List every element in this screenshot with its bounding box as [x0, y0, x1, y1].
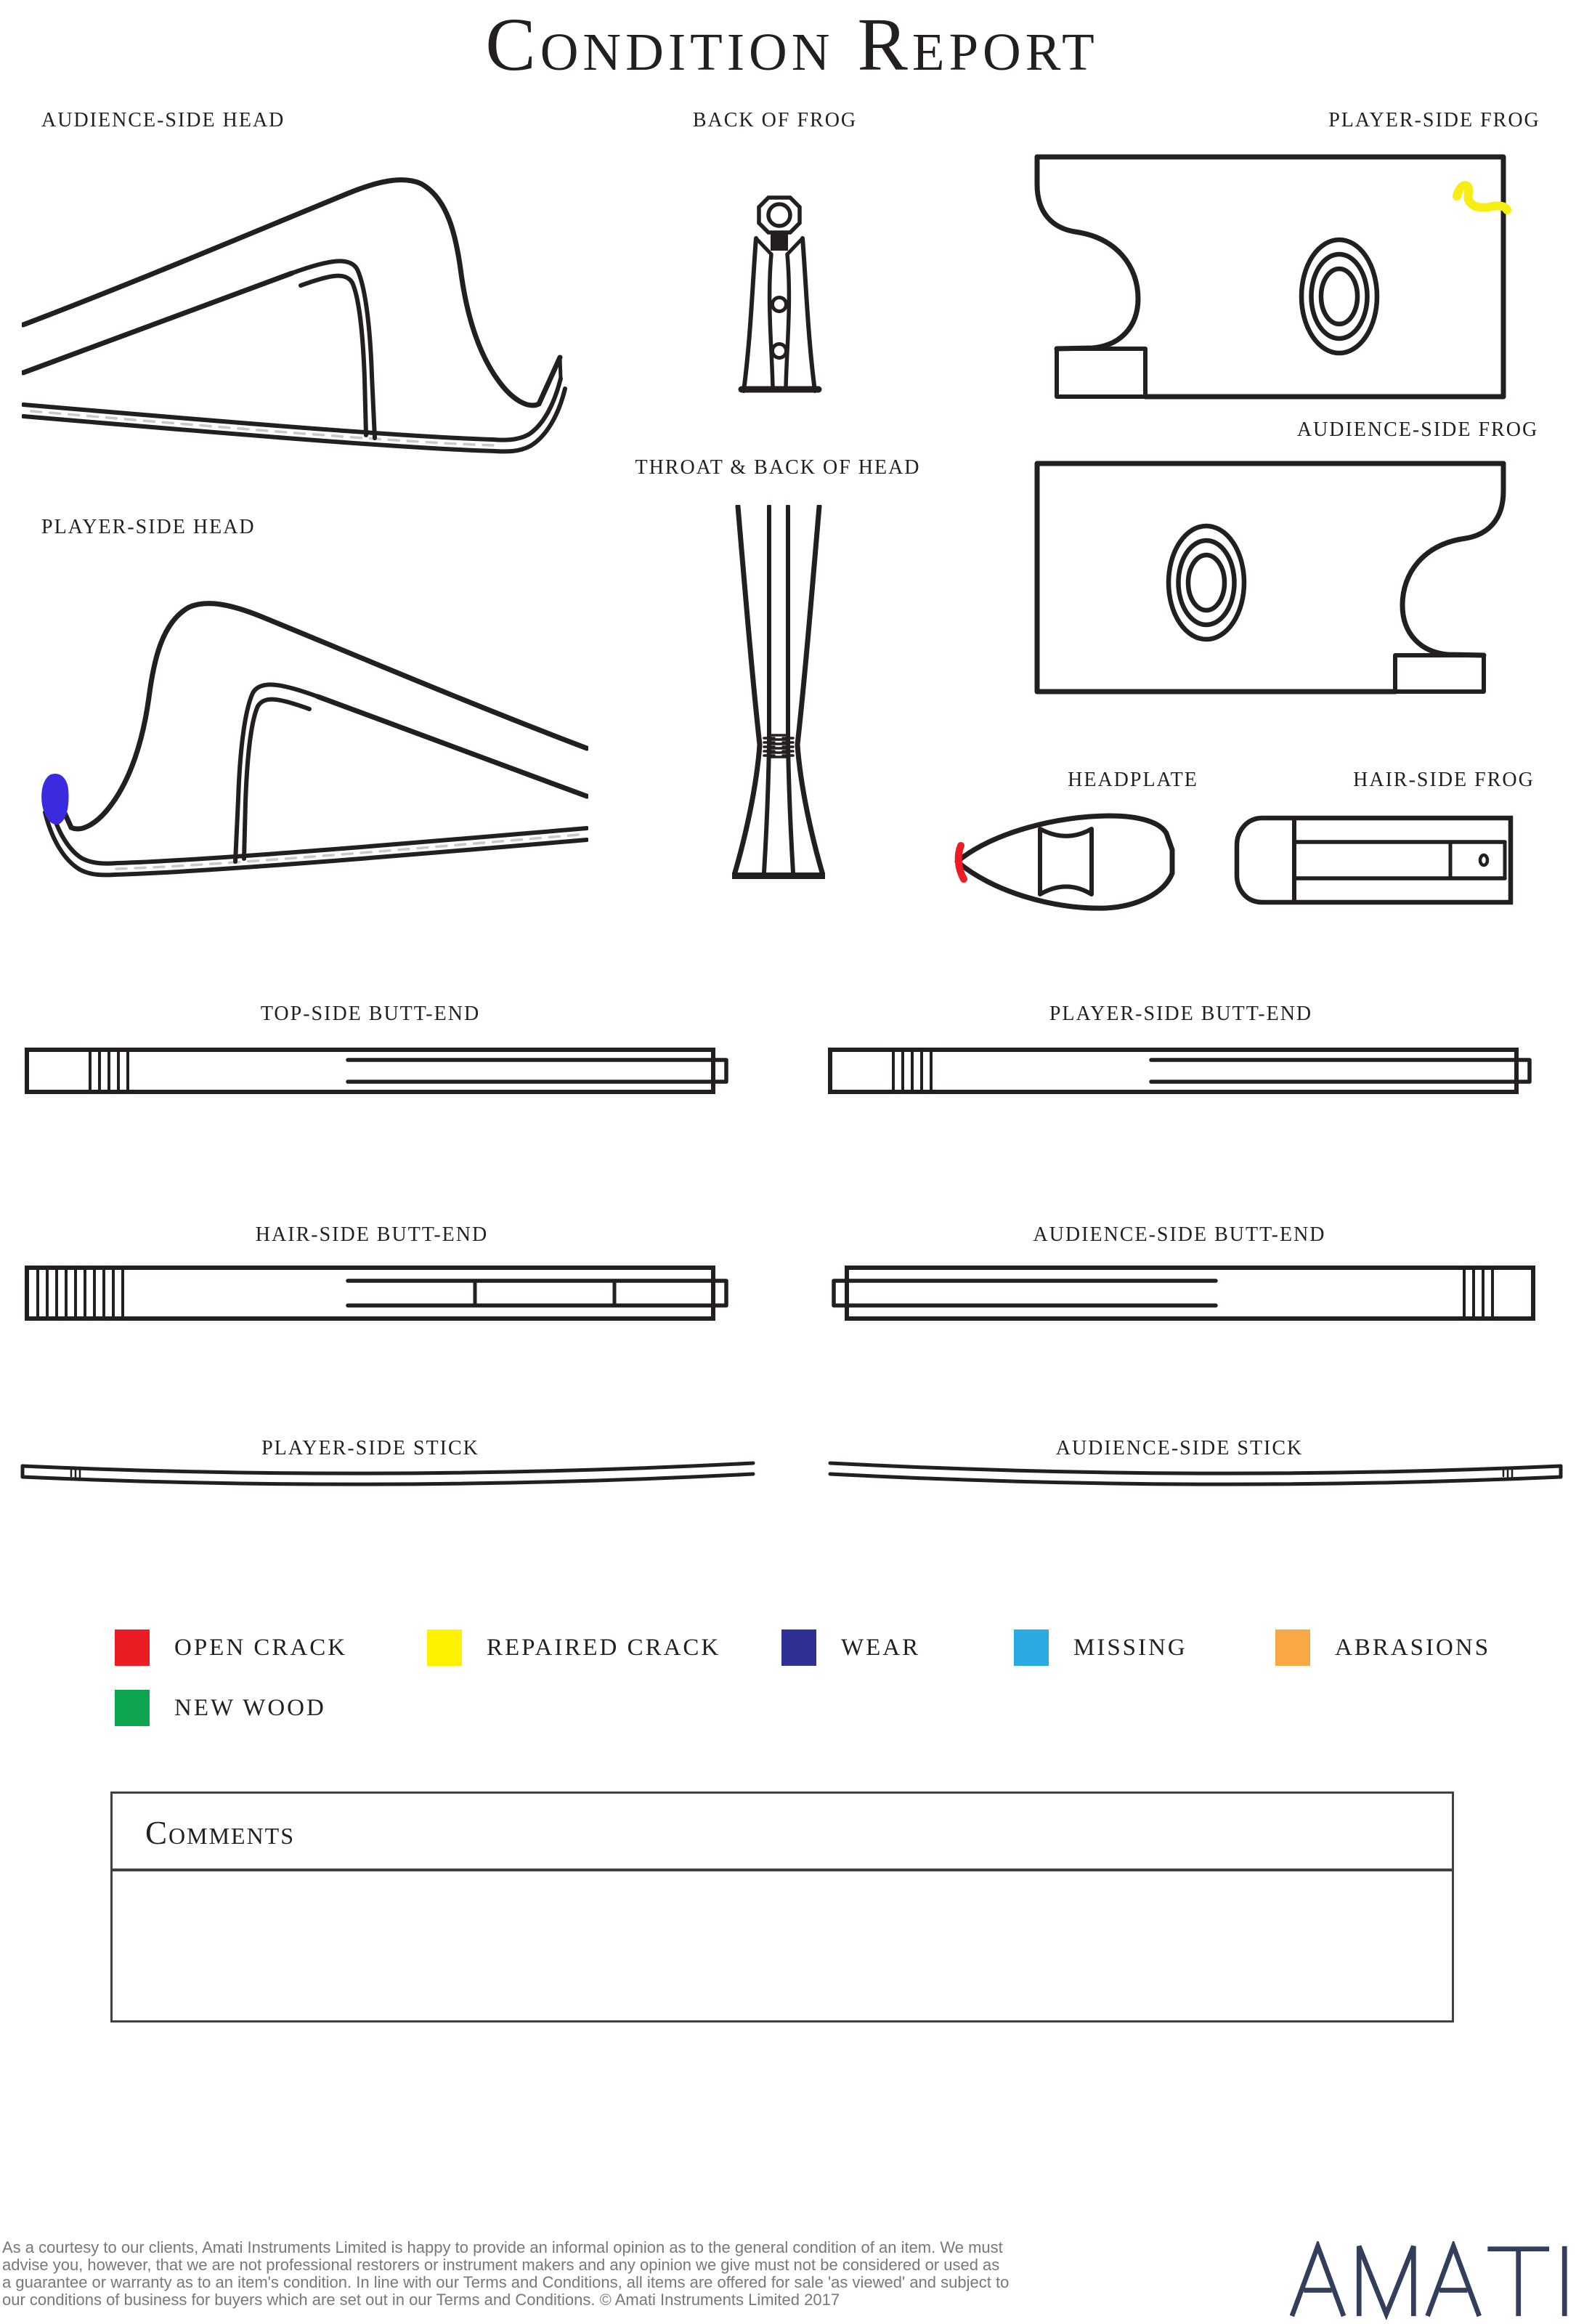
hair-side-frog-diagram — [1230, 815, 1514, 905]
player-side-frog-diagram — [1027, 151, 1514, 402]
legend-swatch-missing — [1014, 1629, 1049, 1666]
amati-logo — [1289, 2241, 1569, 2320]
label-player-side-frog: PLAYER-SIDE FROG — [1328, 109, 1540, 131]
legend-swatch-open-crack — [115, 1629, 150, 1666]
legend-swatch-repaired-crack — [427, 1629, 462, 1666]
repaired-crack-mark — [1457, 185, 1507, 210]
player-side-butt-end-diagram — [828, 1048, 1532, 1094]
footer-disclaimer — [2, 2239, 1092, 2309]
throat-back-of-head-diagram — [728, 505, 829, 883]
legend-label-new-wood: NEW WOOD — [174, 1695, 326, 1721]
label-audience-side-butt-end: AUDIENCE-SIDE BUTT-END — [1033, 1223, 1326, 1246]
label-back-of-frog: BACK OF FROG — [692, 109, 858, 131]
open-crack-mark — [959, 846, 964, 879]
label-headplate: HEADPLATE — [1068, 769, 1198, 791]
legend-label-repaired-crack: REPAIRED CRACK — [487, 1635, 721, 1661]
footer-disclaimer-line: advise you, however, that we are not professional restorers or instrument makers and any opinion we give must not be considered or used as — [2, 2256, 1000, 2274]
label-top-side-butt-end: TOP-SIDE BUTT-END — [260, 1003, 481, 1025]
back-of-frog-diagram — [732, 193, 828, 402]
player-side-head-diagram — [22, 565, 588, 885]
headplate-diagram — [951, 809, 1191, 915]
legend-swatch-new-wood — [115, 1690, 150, 1726]
label-player-side-head: PLAYER-SIDE HEAD — [41, 516, 256, 538]
audience-side-frog-diagram — [1027, 458, 1514, 697]
player-side-stick-diagram — [20, 1460, 755, 1488]
legend-label-wear: WEAR — [841, 1635, 921, 1661]
legend-label-open-crack: OPEN CRACK — [174, 1635, 348, 1661]
legend-swatch-abrasions — [1275, 1629, 1310, 1666]
label-hair-side-frog: HAIR-SIDE FROG — [1353, 769, 1535, 791]
label-player-side-butt-end: PLAYER-SIDE BUTT-END — [1049, 1003, 1313, 1025]
footer-disclaimer-line: our conditions of business for buyers which are set out in our Terms and Conditions. © Amati Instruments Limited 2017 — [2, 2291, 840, 2309]
footer-disclaimer-line: As a courtesy to our clients, Amati Instruments Limited is happy to provide an informal opinion as to the general condition of an item. We must — [2, 2238, 1003, 2256]
legend-swatch-wear — [781, 1629, 816, 1666]
footer-disclaimer-line: a guarantee or warranty as to an item's condition. In line with our Terms and Conditions, all items are offered for sale 'as viewed' and subject to — [2, 2273, 1010, 2291]
label-throat-back-of-head: THROAT & BACK OF HEAD — [635, 456, 921, 479]
comments-title: Comments — [145, 1815, 296, 1851]
comments-header — [113, 1794, 1452, 1871]
legend-label-abrasions: ABRASIONS — [1335, 1635, 1491, 1661]
page-title: Condition Report — [485, 3, 1099, 86]
top-side-butt-end-diagram — [25, 1048, 729, 1094]
label-audience-side-head: AUDIENCE-SIDE HEAD — [41, 109, 285, 131]
label-player-side-stick: PLAYER-SIDE STICK — [261, 1437, 479, 1459]
comments-entry-area[interactable] — [113, 1871, 1452, 2020]
audience-side-butt-end-diagram — [831, 1266, 1535, 1321]
comments-box — [110, 1791, 1454, 2023]
audience-side-head-diagram — [22, 142, 588, 458]
label-hair-side-butt-end: HAIR-SIDE BUTT-END — [255, 1223, 489, 1246]
audience-side-stick-diagram — [828, 1460, 1563, 1488]
legend-label-missing: MISSING — [1073, 1635, 1187, 1661]
hair-side-butt-end-diagram — [25, 1266, 729, 1321]
label-audience-side-stick: AUDIENCE-SIDE STICK — [1055, 1437, 1304, 1459]
label-audience-side-frog: AUDIENCE-SIDE FROG — [1296, 418, 1539, 441]
